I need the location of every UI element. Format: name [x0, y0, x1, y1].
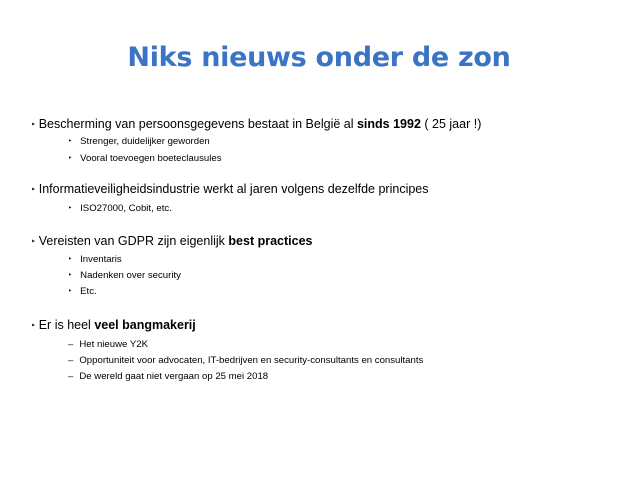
arrow-bullet-icon: ‣ [31, 321, 36, 330]
bullet-text: Vereisten van GDPR zijn eigenlijk [38, 234, 229, 248]
arrow-bullet-icon: ‣ [68, 256, 73, 263]
arrow-bullet-icon: ‣ [31, 120, 36, 129]
sub-bullet-item [68, 339, 148, 350]
sub-bullet-text: Etc. [80, 286, 97, 297]
sub-bullet-text: Het nieuwe Y2K [79, 339, 148, 350]
sub-bullet-text: Nadenken over security [80, 270, 181, 281]
sub-bullet-text: De wereld gaat niet vergaan op 25 mei 2018 [79, 371, 269, 382]
sub-bullet-text: Strenger, duidelijker geworden [80, 136, 210, 147]
sub-bullet-text: Opportuniteit voor advocaten, IT-bedrijven en security-consultants en consultants [79, 355, 424, 366]
bullet-text: Er is heel [38, 318, 95, 332]
bullet-text-bold: best practices [228, 234, 313, 248]
dash-bullet-icon: – [68, 371, 74, 382]
bullet-item [31, 117, 481, 131]
sub-bullet-item [68, 270, 181, 281]
arrow-bullet-icon: ‣ [68, 155, 73, 162]
sub-bullet-item [68, 371, 268, 382]
arrow-bullet-icon: ‣ [31, 237, 36, 246]
sub-bullet-item [68, 355, 423, 366]
dash-bullet-icon: – [68, 355, 74, 366]
bullet-item [31, 182, 429, 196]
sub-bullet-item [68, 254, 122, 265]
bullet-text-suffix: ( 25 jaar !) [420, 117, 482, 131]
arrow-bullet-icon: ‣ [68, 288, 73, 295]
bullet-text-bold: veel bangmakerij [94, 318, 196, 332]
bullet-item [31, 318, 196, 332]
sub-bullet-item [68, 203, 172, 214]
bullet-text: Informatieveiligheidsindustrie werkt al jaren volgens dezelfde principes [38, 182, 429, 196]
arrow-bullet-icon: ‣ [68, 205, 73, 212]
slide-title: Niks nieuws onder de zon [127, 42, 511, 73]
bullet-text-bold: sinds 1992 [356, 117, 421, 131]
sub-bullet-text: Vooral toevoegen boeteclausules [80, 153, 222, 164]
arrow-bullet-icon: ‣ [68, 138, 73, 145]
arrow-bullet-icon: ‣ [31, 185, 36, 194]
bullet-item [31, 234, 312, 248]
bullet-text: Bescherming van persoonsgegevens bestaat in België al [38, 117, 357, 131]
sub-bullet-item [68, 153, 222, 164]
dash-bullet-icon: – [68, 339, 74, 350]
sub-bullet-text: Inventaris [80, 254, 122, 265]
sub-bullet-item [68, 136, 210, 147]
sub-bullet-text: ISO27000, Cobit, etc. [80, 203, 172, 214]
sub-bullet-item [68, 286, 97, 297]
arrow-bullet-icon: ‣ [68, 272, 73, 279]
